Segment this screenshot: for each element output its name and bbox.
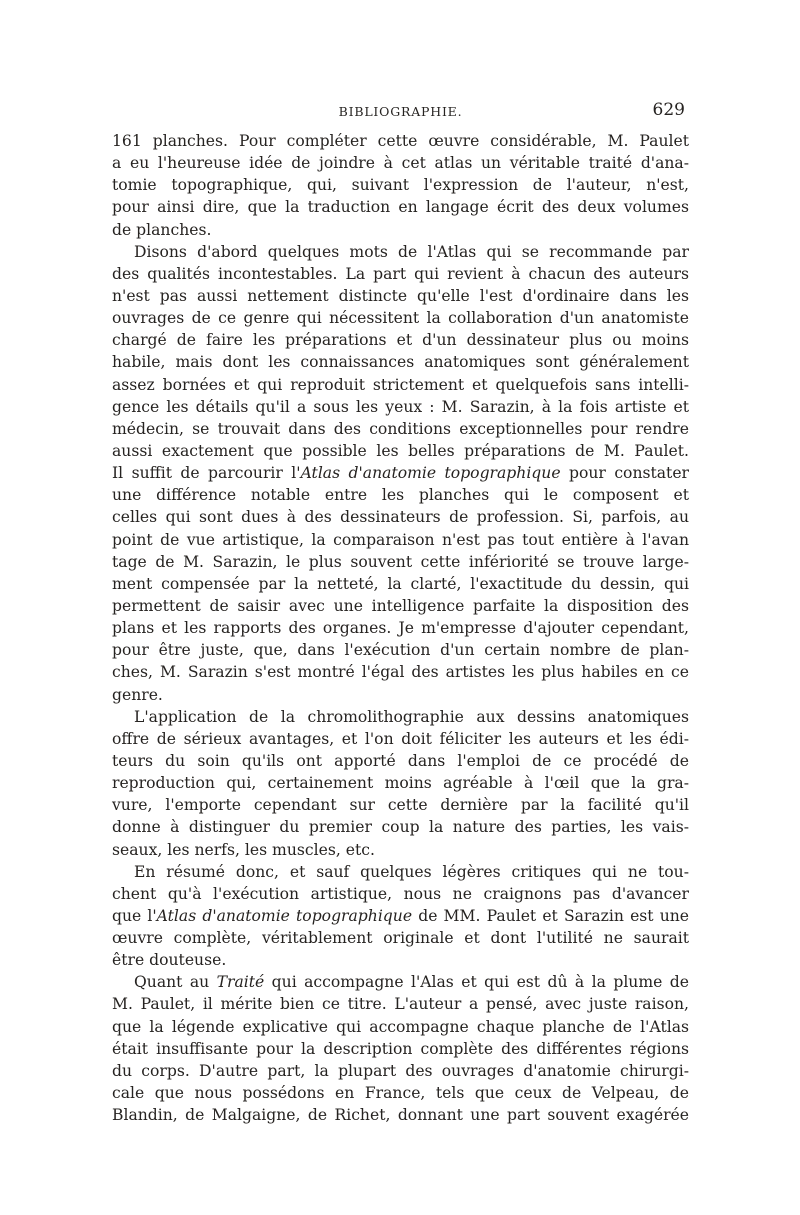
text-line xyxy=(112,440,689,462)
text-run: Il suffit de parcourir l' xyxy=(112,464,301,483)
text-line xyxy=(112,750,689,772)
text-line xyxy=(112,396,689,418)
text-run: genre. xyxy=(112,685,163,704)
text-run: n'est pas aussi nettement distincte qu'elle l'est d'ordinaire dans les xyxy=(112,286,689,305)
text-line xyxy=(112,839,689,861)
text-run: vure, l'emporte cependant sur cette dernière par la facilité qu'il xyxy=(112,796,689,815)
italic-title: Atlas d'anatomie topographique xyxy=(156,906,413,925)
text-run: Blandin, de Malgaigne, de Richet, donnant une part souvent exagérée xyxy=(112,1106,689,1125)
text-line xyxy=(112,484,689,506)
text-run: de planches. xyxy=(112,220,212,239)
text-line xyxy=(112,418,689,440)
text-run: seaux, les nerfs, les muscles, etc. xyxy=(112,840,375,859)
text-line xyxy=(112,927,689,949)
text-line xyxy=(112,551,689,573)
running-head: BIBLIOGRAPHIE. xyxy=(338,104,463,119)
text-run: offre de sérieux avantages, et l'on doit féliciter les auteurs et les édi- xyxy=(112,729,689,748)
italic-title: Atlas d'anatomie topographique xyxy=(300,464,561,483)
text-run: œuvre complète, véritablement originale et dont l'utilité ne saurait xyxy=(112,929,689,948)
text-run: Disons d'abord quelques mots de l'Atlas qui se recommande par xyxy=(134,242,689,261)
text-run: tomie topographique, qui, suivant l'expression de l'auteur, n'est, xyxy=(112,176,689,195)
text-run: plans et les rapports des organes. Je m'empresse d'ajouter cependant, xyxy=(112,619,689,638)
text-line xyxy=(112,794,689,816)
text-run: habile, mais dont les connaissances anatomiques sont généralement xyxy=(112,353,689,372)
paragraph xyxy=(112,241,689,706)
text-line xyxy=(112,374,689,396)
text-line xyxy=(112,307,689,329)
text-line xyxy=(112,772,689,794)
text-line xyxy=(112,329,689,351)
text-run: était insuffisante pour la description complète des différentes régions xyxy=(112,1039,689,1058)
page-number: 629 xyxy=(652,100,685,120)
text-line xyxy=(112,506,689,528)
text-line xyxy=(112,816,689,838)
book-page xyxy=(112,98,689,1160)
text-run: En résumé donc, et sauf quelques légères critiques qui ne tou- xyxy=(134,862,689,881)
text-run: que la légende explicative qui accompagne chaque planche de l'Atlas xyxy=(112,1017,689,1036)
text-run: reproduction qui, certainement moins agréable à l'œil que la gra- xyxy=(112,774,689,793)
text-line xyxy=(112,241,689,263)
text-line xyxy=(112,728,689,750)
text-line xyxy=(112,883,689,905)
text-line xyxy=(112,529,689,551)
text-run: a eu l'heureuse idée de joindre à cet atlas un véritable traité d'ana- xyxy=(112,154,689,173)
text-line xyxy=(112,639,689,661)
page-header xyxy=(112,98,689,130)
text-line xyxy=(112,617,689,639)
text-run: aussi exactement que possible les belles préparations de M. Paulet. xyxy=(112,441,689,460)
text-run: M. Paulet, il mérite bien ce titre. L'auteur a pensé, avec juste raison, xyxy=(112,995,689,1014)
text-line xyxy=(112,1016,689,1038)
text-run: qui accompagne l'Alas et qui est dû à la plume de xyxy=(264,973,689,992)
paragraph xyxy=(112,130,689,241)
text-run: permettent de saisir avec une intelligence parfaite la disposition des xyxy=(112,596,689,615)
text-run: des qualités incontestables. La part qui revient à chacun des auteurs xyxy=(112,264,689,283)
text-run: ment compensée par la netteté, la clarté, l'exactitude du dessin, qui xyxy=(112,574,689,593)
text-line xyxy=(112,573,689,595)
text-run: du corps. D'autre part, la plupart des ouvrages d'anatomie chirurgi- xyxy=(112,1061,689,1080)
text-run: médecin, se trouvait dans des conditions exceptionnelles pour rendre xyxy=(112,419,689,438)
text-line xyxy=(112,351,689,373)
text-line xyxy=(112,905,689,927)
text-line xyxy=(112,684,689,706)
text-line xyxy=(112,1060,689,1082)
text-run: cale que nous possédons en France, tels que ceux de Velpeau, de xyxy=(112,1084,689,1103)
paragraph xyxy=(112,861,689,972)
text-line xyxy=(112,1082,689,1104)
text-line xyxy=(112,1038,689,1060)
text-line xyxy=(112,993,689,1015)
text-line xyxy=(112,174,689,196)
text-line xyxy=(112,130,689,152)
paragraph xyxy=(112,706,689,861)
text-line xyxy=(112,861,689,883)
text-run: Quant au xyxy=(134,973,217,992)
text-run: que l' xyxy=(112,906,157,925)
text-line xyxy=(112,1104,689,1126)
text-run: pour constater xyxy=(560,464,689,483)
text-run: de MM. Paulet et Sarazin est une xyxy=(412,906,690,925)
text-line xyxy=(112,196,689,218)
text-run: celles qui sont dues à des dessinateurs de profession. Si, parfois, au xyxy=(112,508,689,527)
text-run: assez bornées et qui reproduit strictement et quelquefois sans intelli- xyxy=(112,375,689,394)
text-line xyxy=(112,706,689,728)
text-run: 161 planches. Pour compléter cette œuvre considérable, M. Paulet xyxy=(112,132,689,150)
text-line xyxy=(112,152,689,174)
text-run: être douteuse. xyxy=(112,951,227,970)
text-run: ches, M. Sarazin s'est montré l'égal des artistes les plus habiles en ce xyxy=(112,663,689,682)
text-line xyxy=(112,219,689,241)
text-run: une différence notable entre les planches qui le composent et xyxy=(112,486,689,505)
text-run: chargé de faire les préparations et d'un dessinateur plus ou moins xyxy=(112,331,689,350)
text-line xyxy=(112,971,689,993)
text-run: L'application de la chromolithographie aux dessins anatomiques xyxy=(134,707,689,726)
text-run: ouvrages de ce genre qui nécessitent la collaboration d'un anatomiste xyxy=(112,309,689,328)
paragraph xyxy=(112,971,689,1126)
text-line xyxy=(112,285,689,307)
text-run: pour être juste, que, dans l'exécution d'un certain nombre de plan- xyxy=(112,641,689,660)
text-run: donne à distinguer du premier coup la nature des parties, les vais- xyxy=(112,818,689,837)
text-run: point de vue artistique, la comparaison n'est pas tout entière à l'avan xyxy=(112,530,689,549)
text-line xyxy=(112,661,689,683)
text-line xyxy=(112,949,689,971)
text-line xyxy=(112,595,689,617)
italic-title: Traité xyxy=(216,973,265,992)
text-line xyxy=(112,462,689,484)
text-run: tage de M. Sarazin, le plus souvent cette infériorité se trouve large- xyxy=(112,552,689,571)
text-run: pour ainsi dire, que la traduction en langage écrit des deux volumes xyxy=(112,198,689,217)
text-run: gence les détails qu'il a sous les yeux : M. Sarazin, à la fois artiste et xyxy=(112,397,689,416)
text-run: chent qu'à l'exécution artistique, nous ne craignons pas d'avancer xyxy=(112,884,689,903)
text-line xyxy=(112,263,689,285)
text-run: teurs du soin qu'ils ont apporté dans l'emploi de ce procédé de xyxy=(112,751,689,770)
body-text xyxy=(112,130,689,1126)
